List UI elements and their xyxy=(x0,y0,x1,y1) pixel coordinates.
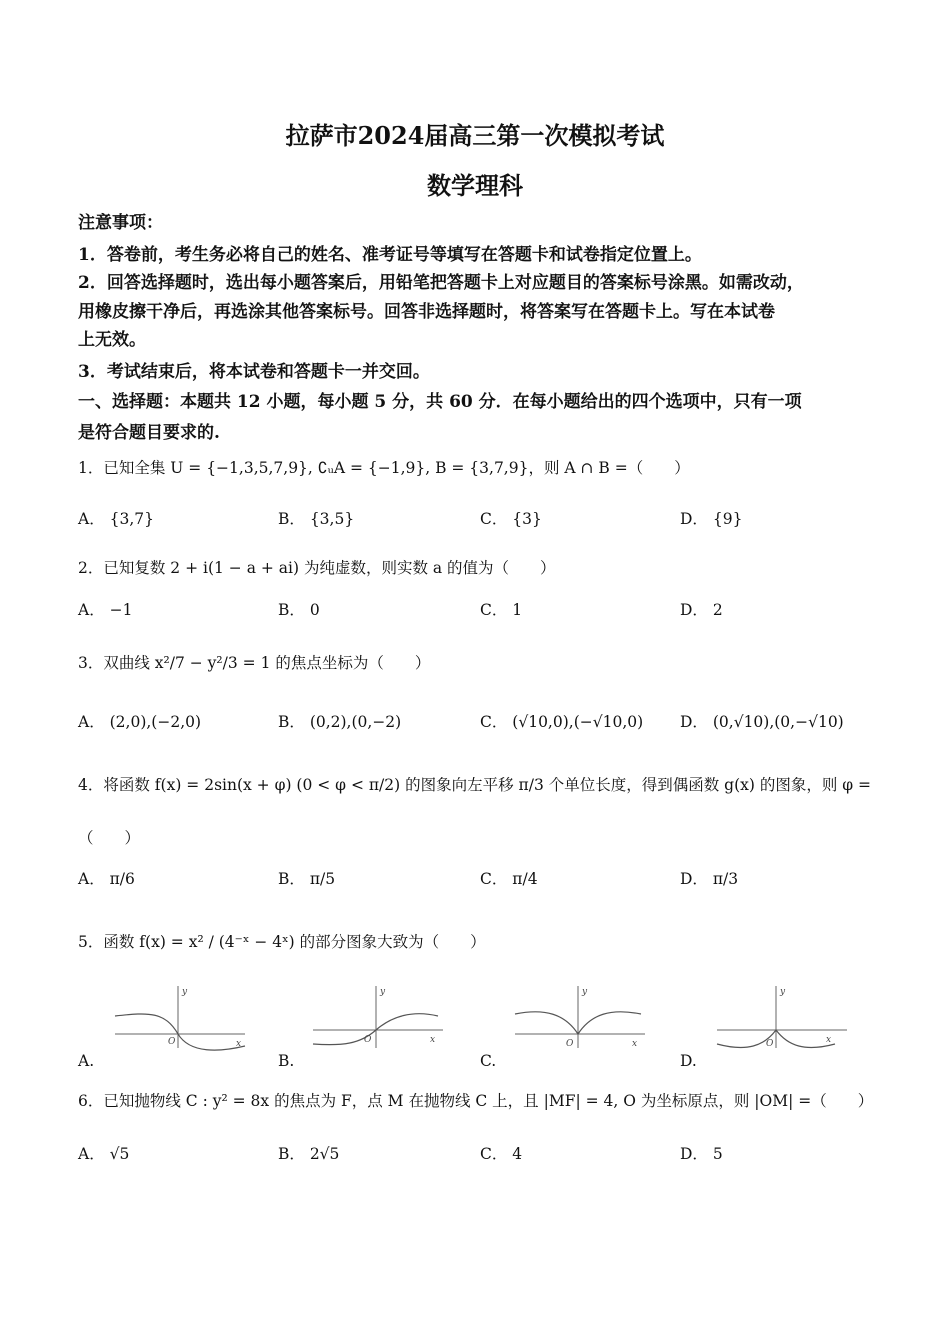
question-4-option-b: B． π/5 xyxy=(278,870,336,888)
question-3-option-a: A． (2,0),(−2,0) xyxy=(78,713,202,731)
question-3-option-c: C． (√10,0),(−√10,0) xyxy=(480,713,644,731)
graph-d-origin: O xyxy=(766,1039,774,1049)
notice-line-2a: 2．回答选择题时，选出每小题答案后，用铅笔把答题卡上对应题目的答案标号涂黑。如需改动， xyxy=(78,273,804,293)
question-2-option-d: D． 2 xyxy=(680,601,723,619)
question-1-option-b: B． {3,5} xyxy=(278,510,355,528)
question-5-option-a: A. xyxy=(78,1052,95,1070)
exam-subtitle: 数学理科 xyxy=(427,171,523,200)
graph-a-y-label: y xyxy=(182,987,188,997)
question-3-stem: 3．双曲线 x²/7 − y²/3 = 1 的焦点坐标为（ ） xyxy=(78,654,431,672)
section-heading-2: 是符合题目要求的. xyxy=(78,423,220,443)
question-6-option-c: C． 4 xyxy=(480,1145,523,1163)
notice-heading: 注意事项： xyxy=(78,213,163,233)
question-4-option-d: D． π/3 xyxy=(680,870,739,888)
question-2-stem: 2．已知复数 2 + i(1 − a + ai) 为纯虚数，则实数 a 的值为（ ） xyxy=(78,559,556,577)
graph-b-y-label: y xyxy=(380,987,386,997)
question-5-stem: 5．函数 f(x) = x² / (4⁻ˣ − 4ˣ) 的部分图象大致为（ ） xyxy=(78,933,486,951)
question-3-option-d: D． (0,√10),(0,−√10) xyxy=(680,713,844,731)
notice-line-3: 3．考试结束后，将本试卷和答题卡一并交回。 xyxy=(78,362,430,382)
question-4-option-a: A． π/6 xyxy=(78,870,135,888)
graph-c-x-label: x xyxy=(632,1039,638,1049)
graph-b xyxy=(308,982,448,1052)
question-4-stem: 4．将函数 f(x) = 2sin(x + φ) (0 < φ < π/2) 的图象向左平移 π/3 个单位长度，得到偶函数 g(x) 的图象，则 φ = xyxy=(78,776,872,794)
question-1-stem: 1．已知全集 U = {−1,3,5,7,9}, ∁ᵤA = {−1,9}, B = {3,7,9}，则 A ∩ B =（ ） xyxy=(78,459,690,477)
exam-title: 拉萨市2024届高三第一次模拟考试 xyxy=(285,121,665,150)
notice-line-1: 1．答卷前，考生务必将自己的姓名、准考证号等填写在答题卡和试卷指定位置上。 xyxy=(78,245,702,265)
section-heading-1: 一、选择题：本题共 12 小题，每小题 5 分，共 60 分．在每小题给出的四个选项中，只有一项 xyxy=(78,392,802,412)
notice-line-2b: 用橡皮擦干净后，再选涂其他答案标号。回答非选择题时，将答案写在答题卡上。写在本试卷 xyxy=(78,302,775,322)
question-4-paren: （ ） xyxy=(78,829,141,847)
question-5-option-c: C. xyxy=(480,1052,497,1070)
question-6-option-a: A． √5 xyxy=(78,1145,130,1163)
question-4-option-c: C． π/4 xyxy=(480,870,538,888)
question-6-option-b: B． 2√5 xyxy=(278,1145,340,1163)
question-1-option-d: D． {9} xyxy=(680,510,743,528)
question-6-stem: 6．已知抛物线 C : y² = 8x 的焦点为 F，点 M 在抛物线 C 上，且 |MF| = 4, O 为坐标原点，则 |OM| =（ ） xyxy=(78,1092,874,1110)
question-2-option-b: B． 0 xyxy=(278,601,320,619)
question-5-option-d: D. xyxy=(680,1052,697,1070)
graph-c xyxy=(510,982,650,1052)
graph-c-origin: O xyxy=(566,1039,574,1049)
question-2-option-a: A． −1 xyxy=(78,601,133,619)
graph-a-origin: O xyxy=(168,1037,176,1047)
graph-d xyxy=(712,982,852,1052)
graph-d-x-label: x xyxy=(826,1035,832,1045)
graph-a xyxy=(110,982,250,1052)
graph-a-x-label: x xyxy=(236,1039,242,1049)
question-5-option-b: B. xyxy=(278,1052,295,1070)
graph-a-curve xyxy=(115,1014,245,1050)
question-2-option-c: C． 1 xyxy=(480,601,523,619)
question-1-option-c: C． {3} xyxy=(480,510,542,528)
graph-b-x-label: x xyxy=(430,1035,436,1045)
question-3-option-b: B． (0,2),(0,−2) xyxy=(278,713,402,731)
graph-c-y-label: y xyxy=(582,987,588,997)
question-6-option-d: D． 5 xyxy=(680,1145,723,1163)
notice-line-2c: 上无效。 xyxy=(78,330,146,350)
graph-b-origin: O xyxy=(364,1035,372,1045)
graph-d-y-label: y xyxy=(780,987,786,997)
question-1-option-a: A． {3,7} xyxy=(78,510,154,528)
